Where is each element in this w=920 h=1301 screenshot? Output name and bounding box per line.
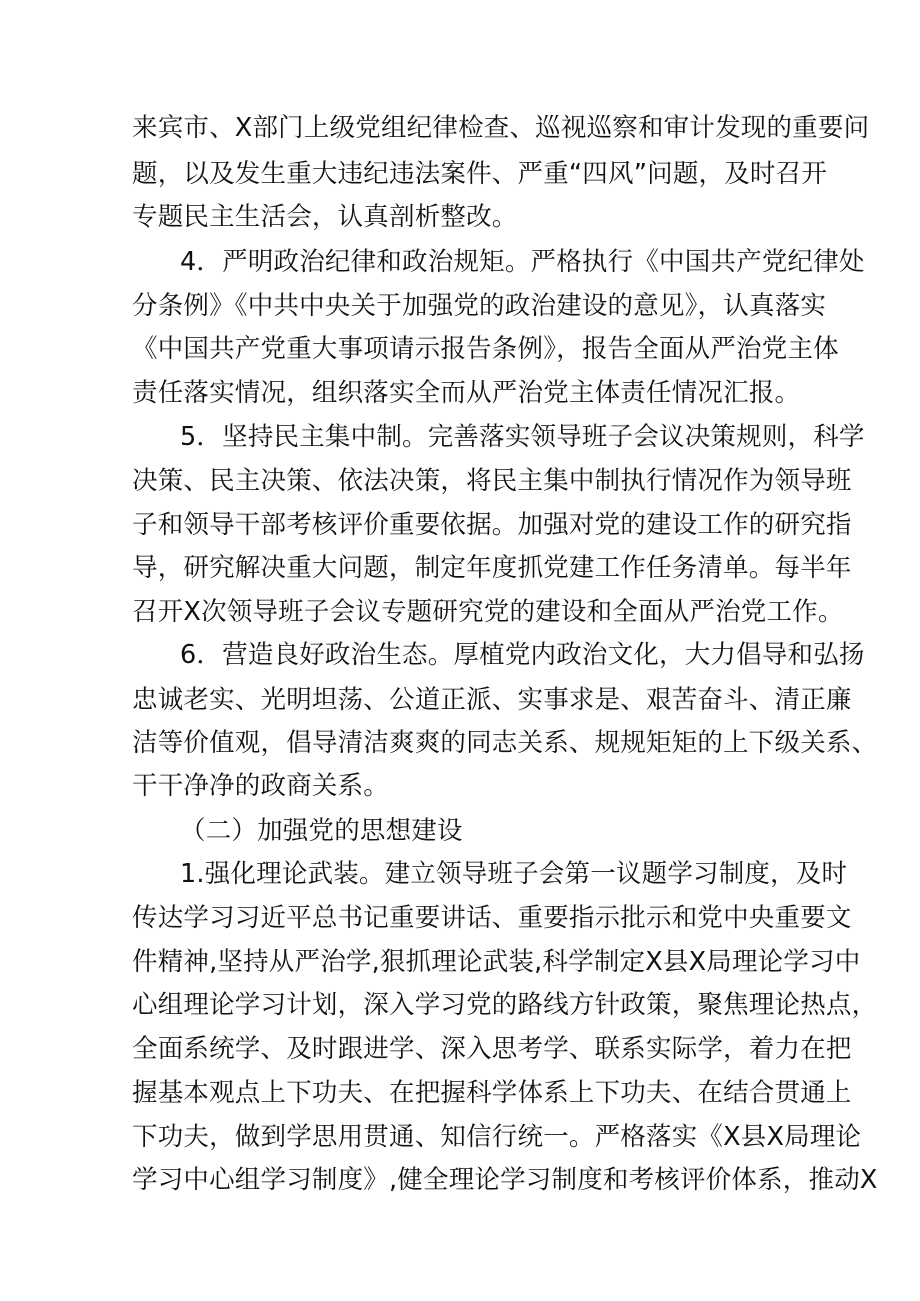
paragraph-6-first-line: 6．营造良好政治生态。厚植党内政治文化，大力倡导和弘扬: [180, 640, 865, 670]
text-line: 题，以及发生重大违纪违法案件、严重“四风”问题，及时召开: [132, 159, 828, 189]
paragraph-5-first-line: 5．坚持民主集中制。完善落实领导班子会议决策规则，科学: [180, 422, 865, 452]
section-heading: （二）加强党的思想建设: [180, 816, 463, 846]
text-line: 握基本观点上下功夫、在把握科学体系上下功夫、在结合贯通上: [132, 1078, 852, 1108]
text-line: 召开X次领导班子会议专题研究党的建设和全面从严治党工作。: [132, 597, 844, 627]
paragraph-1-first-line: 1.强化理论武装。建立领导班子会第一议题学习制度，及时: [180, 859, 848, 889]
text-line: 干干净净的政商关系。: [132, 771, 390, 801]
text-line: 《中国共产党重大事项请示报告条例》，报告全面从严治党主体: [132, 334, 839, 364]
text-line: 传达学习习近平总书记重要讲话、重要指示批示和党中央重要文: [132, 903, 852, 933]
paragraph-4-first-line: 4．严明政治纪律和政治规矩。严格执行《中国共产党纪律处: [180, 247, 865, 277]
text-line: 责任落实情况，组织落实全而从严治党主体责任情况汇报。: [132, 378, 801, 408]
text-line: 学习中心组学习制度》,健全理论学习制度和考核评价体系，推动X: [132, 1165, 878, 1195]
text-line: 心组理论学习计划，深入学习党的路线方针政策，聚焦理论热点，: [132, 990, 878, 1020]
text-line: 洁等价值观，倡导清洁爽爽的同志关系、规规矩矩的上下级关系、: [132, 728, 878, 758]
text-line: 忠诚老实、光明坦荡、公道正派、实事求是、艰苦奋斗、清正廉: [132, 685, 852, 715]
text-line: 件精神,坚持从严治学,狠抓理论武装,科学制定X县X局理论学习中: [132, 947, 861, 977]
text-line: 子和领导干部考核评价重要依据。加强对党的建设工作的研究指: [132, 510, 852, 540]
text-line: 下功夫，做到学思用贯通、知信行统一。严格落实《X县X局理论: [132, 1122, 862, 1152]
text-line: 分条例》《中共中央关于加强党的政治建设的意见》，认真落实: [132, 291, 827, 321]
text-line: 来宾市、X部门上级党组纪律检查、巡视巡察和审计发现的重要问: [132, 113, 870, 143]
text-line: 导，研究解决重大问题，制定年度抓党建工作任务清单。每半年: [132, 553, 852, 583]
text-line: 决策、民主决策、依法决策，将民主集中制执行情况作为领导班: [132, 466, 852, 496]
text-line: 专题民主生活会，认真剖析整改。: [132, 202, 518, 232]
text-line: 全面系统学、及时跟进学、深入思考学、联系实际学，着力在把: [132, 1034, 852, 1064]
